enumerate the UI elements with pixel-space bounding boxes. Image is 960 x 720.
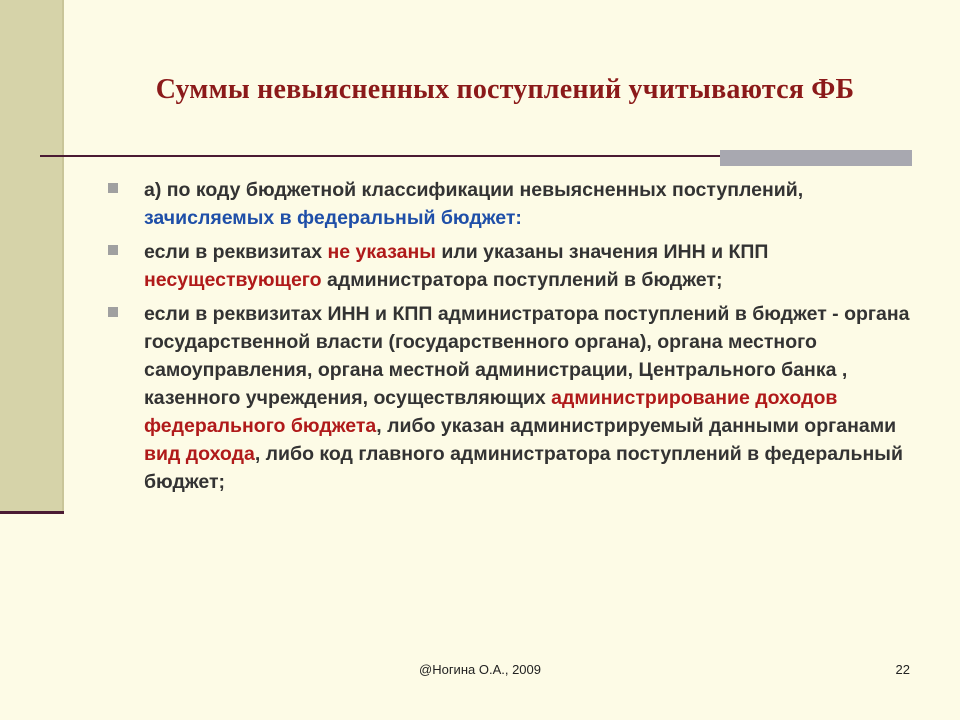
bullet-2-text-3: или указаны значения ИНН и КПП <box>435 241 769 263</box>
slide-number: 22 <box>895 662 910 677</box>
bullet-square-icon <box>108 183 118 193</box>
bullet-list <box>108 176 918 502</box>
bullet-3-text-3: , либо указан администрируемый данными органами <box>376 415 897 437</box>
bullet-1-text-2: зачисляемых в федеральный бюджет: <box>144 207 522 229</box>
bullet-2-text-5: администратора поступлений в бюджет; <box>321 269 723 291</box>
footer-author: @Ногина О.А., 2009 <box>419 662 541 677</box>
bullet-2-text-4: несуществующего <box>144 269 322 291</box>
bullet-3-text-2: администрирование доходов федерального бюджета <box>144 387 838 437</box>
slide-title: Суммы невыясненных поступлений учитываются ФБ <box>155 74 855 105</box>
title-accent-bar <box>720 150 912 166</box>
left-decor-line <box>0 511 64 514</box>
bullet-3-text-1: если в реквизитах ИНН и КПП администратора поступлений в бюджет - органа государственной власти (государственного органа), органа местного самоуправления, органа местной администрации, Центрального банка , казенного учреждения, осуществляющих <box>144 303 910 409</box>
bullet-2-text-2: не указаны <box>327 241 436 263</box>
bullet-2-text-1: если в реквизитах <box>144 241 328 263</box>
left-decor-band <box>0 0 64 513</box>
bullet-square-icon <box>108 307 118 317</box>
bullet-item-1 <box>108 176 918 232</box>
bullet-3-text-4: вид дохода <box>144 443 255 465</box>
bullet-square-icon <box>108 245 118 255</box>
bullet-1-text-1: а) по коду бюджетной классификации невыясненных поступлений, <box>144 179 804 201</box>
bullet-item-2 <box>108 238 918 294</box>
bullet-3-text-5: , либо код главного администратора поступлений в федеральный бюджет; <box>144 443 903 493</box>
bullet-item-3 <box>108 300 918 496</box>
